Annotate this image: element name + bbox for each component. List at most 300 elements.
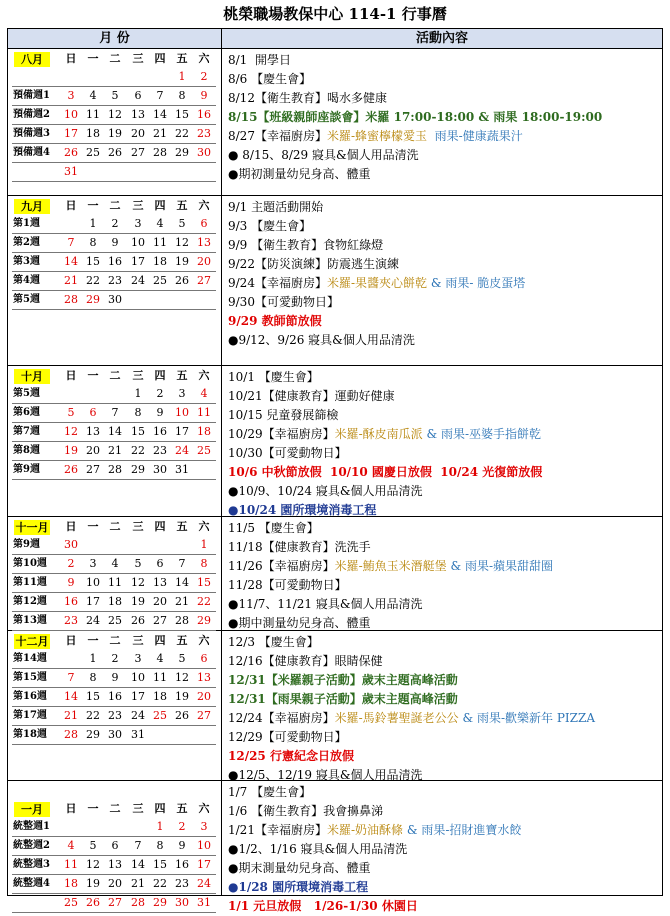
weekday-label: 五	[176, 520, 188, 533]
week-divider	[12, 479, 216, 480]
calendar-day: 23	[197, 127, 211, 140]
week-label: 預備週4	[13, 147, 50, 158]
calendar-day: 27	[131, 146, 145, 159]
week-row	[8, 253, 222, 271]
activity-item	[228, 783, 311, 802]
calendar-day: 2	[156, 387, 164, 400]
activity-item	[228, 70, 311, 89]
calendar-day: 14	[153, 108, 167, 121]
activity-text: 米羅-蜂蜜檸檬愛玉	[326, 129, 428, 143]
calendar-day: 17	[131, 255, 145, 268]
calendar-day: 4	[156, 217, 164, 230]
activity-text: ●11/7、11/21 寢具&個人用品清洗	[228, 597, 423, 611]
calendar-day: 1	[156, 820, 164, 833]
calendar-day: 14	[131, 858, 145, 871]
week-row	[8, 856, 222, 874]
weekday-label: 三	[132, 802, 144, 815]
activity-item	[228, 859, 370, 878]
week-label: 統整週4	[13, 878, 50, 889]
calendar-day: 10	[64, 108, 78, 121]
month-name: 十一月	[15, 521, 49, 534]
week-row	[8, 461, 222, 479]
calendar-day: 4	[67, 839, 75, 852]
calendar-day: 17	[131, 690, 145, 703]
activity-text: 12/24【幸福廚房】	[228, 711, 335, 725]
calendar-day: 12	[175, 671, 189, 684]
activity-item	[228, 840, 407, 859]
calendar-day: 22	[131, 444, 145, 457]
weekday-label: 一	[87, 802, 99, 815]
activity-text: 10/6 中秋節放假 10/10 國慶日放假 10/24 光復節放假	[228, 465, 543, 479]
week-row	[8, 593, 222, 611]
week-row	[8, 144, 222, 162]
calendar-day: 13	[197, 671, 211, 684]
activity-item	[228, 652, 383, 671]
calendar-day: 7	[156, 89, 164, 102]
week-row	[8, 650, 222, 668]
calendar-day: 28	[64, 293, 78, 306]
week-row	[8, 272, 222, 290]
activity-item	[228, 165, 370, 184]
calendar-day: 14	[108, 425, 122, 438]
calendar-day: 9	[111, 671, 119, 684]
calendar-day: 2	[178, 820, 186, 833]
calendar-day: 5	[67, 406, 75, 419]
activity-item	[228, 576, 347, 595]
activity-item	[228, 538, 371, 557]
calendar-day: 25	[153, 274, 167, 287]
weekday-label: 六	[198, 634, 210, 647]
calendar-day: 26	[131, 614, 145, 627]
calendar-day: 24	[197, 877, 211, 890]
calendar-day: 16	[108, 255, 122, 268]
calendar-day: 18	[153, 690, 167, 703]
calendar-day: 22	[86, 274, 100, 287]
calendar-day: 15	[197, 576, 211, 589]
week-row	[8, 726, 222, 744]
calendar-day: 5	[178, 652, 186, 665]
activity-item	[228, 878, 368, 897]
calendar-day: 12	[64, 425, 78, 438]
activity-text: 12/25 行憲紀念日放假	[228, 749, 354, 763]
calendar-day: 14	[175, 576, 189, 589]
weekday-label: 四	[154, 520, 166, 533]
calendar-day: 1	[89, 217, 97, 230]
calendar-day: 21	[64, 274, 78, 287]
calendar-day: 17	[175, 425, 189, 438]
week-row	[8, 875, 222, 893]
week-label: 第12週	[13, 596, 47, 607]
activity-text: 米羅-果醬夾心餅乾	[326, 276, 428, 290]
calendar-day: 2	[200, 70, 208, 83]
calendar-day: 18	[86, 127, 100, 140]
week-row	[8, 574, 222, 592]
calendar-day: 13	[153, 576, 167, 589]
month-calendar	[8, 517, 222, 630]
calendar-day: 16	[175, 858, 189, 871]
calendar-day: 17	[64, 127, 78, 140]
month-name: 一月	[14, 802, 50, 817]
calendar-day: 23	[153, 444, 167, 457]
week-row	[8, 894, 222, 912]
week-label: 第8週	[13, 445, 40, 456]
calendar-day: 3	[89, 557, 97, 570]
weekday-label: 二	[109, 199, 121, 212]
activity-item	[228, 274, 525, 293]
calendar-day: 27	[86, 463, 100, 476]
weekday-label: 三	[132, 199, 144, 212]
calendar-day: 23	[108, 709, 122, 722]
weekday-header-row	[8, 632, 222, 650]
calendar-day: 5	[134, 557, 142, 570]
calendar-day: 13	[108, 858, 122, 871]
calendar-day: 7	[67, 236, 75, 249]
week-label: 第7週	[13, 426, 40, 437]
activity-item	[228, 387, 395, 406]
activity-item	[228, 312, 322, 331]
activity-text: 12/16【健康教育】眼睛保健	[228, 654, 383, 668]
calendar-day: 19	[108, 127, 122, 140]
activity-text: 8/12【衛生教育】喝水多健康	[228, 91, 387, 105]
week-row	[8, 385, 222, 403]
calendar-day: 10	[86, 576, 100, 589]
week-label: 第17週	[13, 710, 47, 721]
week-label: 預備週2	[13, 109, 50, 120]
activity-text: 12/3 【慶生會】	[228, 635, 319, 649]
activity-list	[222, 366, 662, 516]
week-label: 第18週	[13, 729, 47, 740]
activity-text: 9/30【可愛動物日】	[228, 295, 339, 309]
calendar-day: 3	[178, 387, 186, 400]
calendar-day: 20	[86, 444, 100, 457]
calendar-day: 11	[153, 236, 167, 249]
calendar-day: 25	[108, 614, 122, 627]
month-section	[8, 781, 662, 913]
calendar-day: 12	[175, 236, 189, 249]
activity-text: & 雨果-招財進寶水餃	[403, 823, 522, 837]
week-row	[8, 612, 222, 630]
week-label: 預備週1	[13, 90, 50, 101]
calendar-day: 28	[64, 728, 78, 741]
activity-text: & 雨果-歡樂新年 PIZZA	[458, 711, 595, 725]
page-title: 桃榮職場教保中心 114-1 行事曆	[223, 5, 447, 23]
calendar-day: 28	[153, 146, 167, 159]
activity-text: ●12/5、12/19 寢具&個人用品清洗	[228, 768, 423, 782]
weekday-header-row	[8, 800, 222, 818]
calendar-day: 29	[197, 614, 211, 627]
week-divider	[12, 181, 216, 182]
activity-item	[228, 821, 521, 840]
weekday-label: 三	[132, 369, 144, 382]
calendar-day: 18	[64, 877, 78, 890]
calendar-day: 28	[175, 614, 189, 627]
activity-text: ●10/24 園所環境消毒工程	[228, 503, 377, 517]
week-row	[8, 87, 222, 105]
calendar-day: 6	[200, 652, 208, 665]
month-calendar	[8, 631, 222, 780]
week-label: 第5週	[13, 388, 40, 399]
calendar-day: 29	[153, 896, 167, 909]
activity-item	[228, 368, 319, 387]
calendar-day: 29	[86, 293, 100, 306]
calendar-day: 21	[108, 444, 122, 457]
calendar-day: 1	[134, 387, 142, 400]
calendar-day: 6	[111, 839, 119, 852]
activity-text: 9/9 【衛生教育】食物紅綠燈	[228, 238, 384, 252]
activity-text: 11/26【幸福廚房】	[228, 559, 335, 573]
weekday-label: 四	[154, 634, 166, 647]
week-row	[8, 442, 222, 460]
week-label: 第13週	[13, 615, 47, 626]
activity-list	[222, 196, 662, 365]
activity-text: 1/7 【慶生會】	[228, 785, 312, 799]
weekday-label: 四	[154, 802, 166, 815]
activity-item	[228, 198, 323, 217]
week-label: 統整週1	[13, 821, 50, 832]
calendar-day: 29	[175, 146, 189, 159]
calendar-day: 4	[111, 557, 119, 570]
calendar-day: 1	[89, 652, 97, 665]
calendar-day: 29	[86, 728, 100, 741]
calendar-day: 31	[175, 463, 189, 476]
week-divider	[12, 309, 216, 310]
week-row	[8, 404, 222, 422]
calendar-day: 24	[131, 274, 145, 287]
calendar-day: 20	[153, 595, 167, 608]
activity-list	[222, 631, 662, 780]
weekday-label: 日	[65, 369, 77, 382]
activity-text: 8/6 【慶生會】	[228, 72, 312, 86]
activity-text: ●1/28 園所環境消毒工程	[228, 880, 369, 894]
calendar-day: 18	[108, 595, 122, 608]
calendar-day: 11	[153, 671, 167, 684]
calendar-day: 9	[156, 406, 164, 419]
calendar-day: 1	[200, 538, 208, 551]
calendar-day: 4	[156, 652, 164, 665]
activity-text: 11/18【健康教育】洗洗手	[228, 540, 371, 554]
month-section	[8, 49, 662, 196]
calendar-day: 5	[178, 217, 186, 230]
calendar-day: 31	[197, 896, 211, 909]
activity-item	[228, 463, 542, 482]
calendar-day: 19	[175, 690, 189, 703]
calendar-day: 22	[86, 709, 100, 722]
calendar-day: 15	[86, 255, 100, 268]
month-name: 十月	[14, 369, 50, 384]
activity-text: 1/21【幸福廚房】	[228, 823, 327, 837]
calendar-day: 13	[131, 108, 145, 121]
calendar-day: 30	[108, 728, 122, 741]
calendar-day: 23	[64, 614, 78, 627]
week-row	[8, 555, 222, 573]
weekday-header-row	[8, 367, 222, 385]
calendar-day: 25	[153, 709, 167, 722]
week-label: 第15週	[13, 672, 47, 683]
calendar-day: 15	[131, 425, 145, 438]
calendar-day: 3	[134, 217, 142, 230]
calendar-day: 10	[175, 406, 189, 419]
activity-text: 1/1 元旦放假 1/26-1/30 休園日	[228, 899, 418, 913]
calendar-day: 14	[64, 690, 78, 703]
activity-item	[228, 108, 602, 127]
activity-text: ● 8/15、8/29 寢具&個人用品清洗	[228, 148, 419, 162]
calendar-day: 7	[178, 557, 186, 570]
week-row	[8, 707, 222, 725]
activity-text: 米羅-酥皮南瓜派	[334, 427, 423, 441]
calendar-day: 2	[111, 217, 119, 230]
activity-text: 10/1 【慶生會】	[228, 370, 319, 384]
calendar-day: 13	[86, 425, 100, 438]
calendar-day: 26	[175, 274, 189, 287]
activity-text: ●10/9、10/24 寢具&個人用品清洗	[228, 484, 423, 498]
activity-item	[228, 217, 311, 236]
calendar-day: 27	[197, 274, 211, 287]
calendar-day: 19	[175, 255, 189, 268]
weekday-label: 五	[176, 802, 188, 815]
calendar-day: 11	[86, 108, 100, 121]
calendar-day: 16	[197, 108, 211, 121]
calendar-day: 27	[108, 896, 122, 909]
calendar-day: 6	[200, 217, 208, 230]
calendar-day: 17	[197, 858, 211, 871]
activity-text: 9/24【幸福廚房】	[228, 276, 327, 290]
calendar-day: 12	[86, 858, 100, 871]
weekday-label: 二	[109, 802, 121, 815]
activity-item	[228, 557, 553, 576]
calendar-day: 3	[134, 652, 142, 665]
calendar-day: 8	[89, 236, 97, 249]
calendar-day: 9	[200, 89, 208, 102]
calendar-day: 30	[64, 538, 78, 551]
calendar-day: 9	[111, 236, 119, 249]
activity-text: & 雨果-蘋果甜甜圈	[446, 559, 554, 573]
activity-text: 10/30【可愛動物日】	[228, 446, 347, 460]
activity-item	[228, 671, 458, 690]
calendar-day: 24	[131, 709, 145, 722]
calendar-day: 27	[153, 614, 167, 627]
weekday-label: 六	[198, 369, 210, 382]
weekday-label: 一	[87, 199, 99, 212]
activity-item	[228, 255, 399, 274]
weekday-label: 二	[109, 52, 121, 65]
week-row	[8, 215, 222, 233]
calendar-day: 18	[153, 255, 167, 268]
week-label: 第5週	[13, 294, 40, 305]
week-label: 第10週	[13, 558, 47, 569]
activity-text: 8/1 開學日	[228, 53, 291, 67]
activity-text: 12/31【米羅親子活動】歲末主題高峰活動	[228, 673, 458, 687]
calendar-day: 14	[64, 255, 78, 268]
activity-text: 11/5 【慶生會】	[228, 521, 319, 535]
calendar-day: 23	[175, 877, 189, 890]
activity-text: 米羅-奶油酥條	[326, 823, 404, 837]
activity-text: ●1/2、1/16 寢具&個人用品清洗	[228, 842, 408, 856]
activity-text: 1/6 【衛生教育】我會擤鼻涕	[228, 804, 384, 818]
calendar-day: 8	[89, 671, 97, 684]
calendar-day: 7	[111, 406, 119, 419]
activity-text: 9/22【防災演練】防震逃生演練	[228, 257, 399, 271]
weekday-label: 三	[132, 520, 144, 533]
week-row	[8, 688, 222, 706]
calendar-day: 16	[64, 595, 78, 608]
week-label: 第14週	[13, 653, 47, 664]
calendar-day: 3	[67, 89, 75, 102]
calendar-day: 13	[197, 236, 211, 249]
weekday-label: 六	[198, 520, 210, 533]
weekday-label: 三	[132, 634, 144, 647]
month-name: 九月	[14, 199, 50, 214]
activity-column-header: 活動內容	[222, 29, 662, 49]
activity-text: ●期中測量幼兒身高、體重	[228, 616, 371, 630]
activity-item	[228, 89, 387, 108]
week-label: 第9週	[13, 539, 40, 550]
calendar-day: 25	[86, 146, 100, 159]
calendar-day: 12	[131, 576, 145, 589]
month-calendar	[8, 781, 222, 909]
activity-item	[228, 127, 523, 146]
calendar-day: 7	[134, 839, 142, 852]
activity-text: 9/1 主題活動開始	[228, 200, 324, 214]
week-row	[8, 536, 222, 554]
calendar-day: 12	[108, 108, 122, 121]
calendar-day: 10	[131, 236, 145, 249]
activity-text: & 雨果- 脆皮蛋塔	[427, 276, 526, 290]
activity-text: ●9/12、9/26 寢具&個人用品清洗	[228, 333, 415, 347]
calendar-day: 8	[156, 839, 164, 852]
calendar-day: 15	[175, 108, 189, 121]
activity-list	[222, 517, 662, 630]
weekday-label: 日	[65, 52, 77, 65]
activity-list	[222, 49, 662, 195]
activity-text: 9/3 【慶生會】	[228, 219, 312, 233]
activity-item	[228, 51, 291, 70]
activity-item	[228, 425, 541, 444]
calendar-day: 22	[175, 127, 189, 140]
calendar-day: 20	[197, 690, 211, 703]
weekday-label: 四	[154, 369, 166, 382]
activity-item	[228, 709, 595, 728]
calendar-day: 30	[175, 896, 189, 909]
calendar-day: 26	[64, 146, 78, 159]
week-label: 第1週	[13, 218, 40, 229]
week-label: 第4週	[13, 275, 40, 286]
calendar-day: 26	[64, 463, 78, 476]
week-label: 第9週	[13, 464, 40, 475]
week-row	[8, 125, 222, 143]
activity-text: 9/29 教師節放假	[228, 314, 322, 328]
calendar-day: 4	[200, 387, 208, 400]
calendar-day: 22	[153, 877, 167, 890]
weekday-label: 二	[109, 520, 121, 533]
month-section	[8, 631, 662, 781]
weekday-label: 四	[154, 52, 166, 65]
activity-item	[228, 802, 383, 821]
activity-item	[228, 444, 347, 463]
activity-item	[228, 406, 338, 425]
week-label: 第2週	[13, 237, 40, 248]
activity-item	[228, 728, 347, 747]
calendar-day: 16	[108, 690, 122, 703]
calendar-day: 22	[197, 595, 211, 608]
activity-item	[228, 331, 415, 350]
week-row	[8, 669, 222, 687]
calendar-day: 8	[200, 557, 208, 570]
calendar-day: 25	[197, 444, 211, 457]
calendar-day: 26	[175, 709, 189, 722]
weekday-label: 二	[109, 369, 121, 382]
week-label: 統整週3	[13, 859, 50, 870]
weekday-label: 三	[132, 52, 144, 65]
